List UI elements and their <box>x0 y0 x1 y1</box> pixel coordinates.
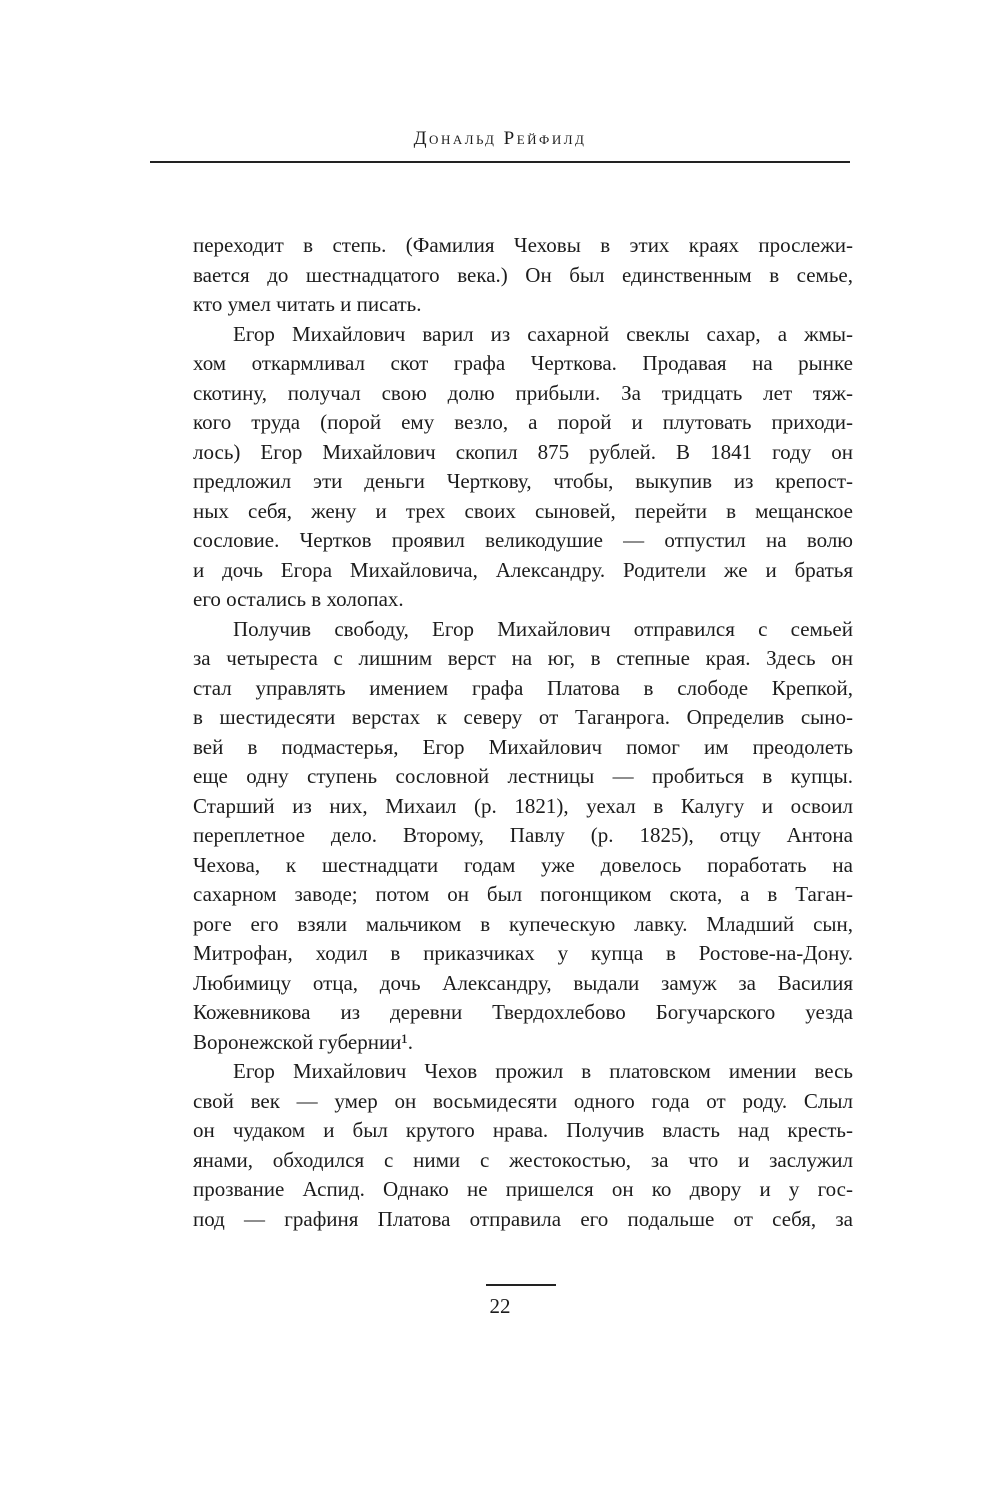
text-line: еще одну ступень сословной лестницы — пробиться в купцы. <box>193 764 853 788</box>
text-line: Егор Михайлович Чехов прожил в платовском имении весь <box>233 1059 853 1083</box>
text-line: Воронежской губернии¹. <box>193 1029 413 1054</box>
text-line: янами, обходился с ними с жестокостью, за что и заслужил <box>193 1147 853 1172</box>
text-line: Егор Михайлович варил из сахарной свеклы сахар, а жмы- <box>233 321 853 346</box>
text-line: переходит в степь. (Фамилия Чеховы в этих краях прослежи- <box>193 233 853 257</box>
text-line: кого труда (порой ему везло, а порой и плутовать приходи- <box>193 410 853 434</box>
text-line: в шестидесяти верстах к северу от Таганрога. Определив сыно- <box>193 705 853 729</box>
text-line: роге его взяли мальчиком в купеческую лавку. Младший сын, <box>193 911 853 936</box>
text-line: Получив свободу, Егор Михайлович отправился с семьей <box>233 616 853 641</box>
text-line: переплетное дело. Второму, Павлу (р. 1825), отцу Антона <box>193 823 853 847</box>
text-line: Чехова, к шестнадцати годам уже довелось поработать на <box>193 852 853 877</box>
text-line: прозвание Аспид. Однако не пришелся он ко двору и у гос- <box>193 1177 853 1201</box>
text-line: скотину, получал свою долю прибыли. За тридцать лет тяж- <box>193 380 853 405</box>
text-line: вей в подмастерья, Егор Михайлович помог им преодолеть <box>193 734 853 759</box>
text-line: и дочь Егора Михайловича, Александру. Родители же и братья <box>193 557 853 582</box>
text-line: предложил эти деньги Черткову, чтобы, выкупив из крепост- <box>193 469 853 493</box>
text-line: кто умел читать и писать. <box>193 292 422 316</box>
paragraph <box>193 320 853 615</box>
text-line: стал управлять имением графа Платова в слободе Крепкой, <box>193 675 853 700</box>
text-line: лось) Егор Михайлович скопил 875 рублей. В 1841 году он <box>193 439 853 464</box>
text-line: он чудаком и был крутого нрава. Получив власть над кресть- <box>193 1118 853 1142</box>
paragraph <box>193 231 853 320</box>
body-text <box>193 231 853 1234</box>
text-line: хом откармливал скот графа Черткова. Продавая на рынке <box>193 351 853 375</box>
text-line: Митрофан, ходил в приказчиках у купца в Ростове-на-Дону. <box>193 941 853 965</box>
text-line: вается до шестнадцатого века.) Он был единственным в семье, <box>193 262 853 287</box>
page-number: 22 <box>489 1294 511 1318</box>
running-head: Дональд Рейфилд <box>413 128 587 149</box>
text-line: под — графиня Платова отправила его подальше от себя, за <box>193 1206 853 1231</box>
text-line: сахарном заводе; потом он был погонщиком скота, а в Таган- <box>193 882 853 906</box>
text-line: Кожевникова из деревни Твердохлебово Богучарского уезда <box>193 1000 853 1024</box>
text-line: Старший из них, Михаил (р. 1821), уехал в Калугу и освоил <box>193 793 853 818</box>
text-line: ных себя, жену и трех своих сыновей, перейти в мещанское <box>193 498 853 523</box>
text-line: Любимицу отца, дочь Александру, выдали замуж за Василия <box>193 970 853 995</box>
text-line: за четыреста с лишним верст на юг, в степные края. Здесь он <box>193 646 853 670</box>
paragraph <box>193 1057 853 1234</box>
paragraph <box>193 615 853 1058</box>
header-rule <box>150 161 850 163</box>
text-line: его остались в холопах. <box>193 587 404 611</box>
footer-rule <box>486 1284 556 1286</box>
text-line: свой век — умер он восьмидесяти одного года от роду. Слыл <box>193 1088 853 1113</box>
text-line: сословие. Чертков проявил великодушие — отпустил на волю <box>193 528 853 552</box>
